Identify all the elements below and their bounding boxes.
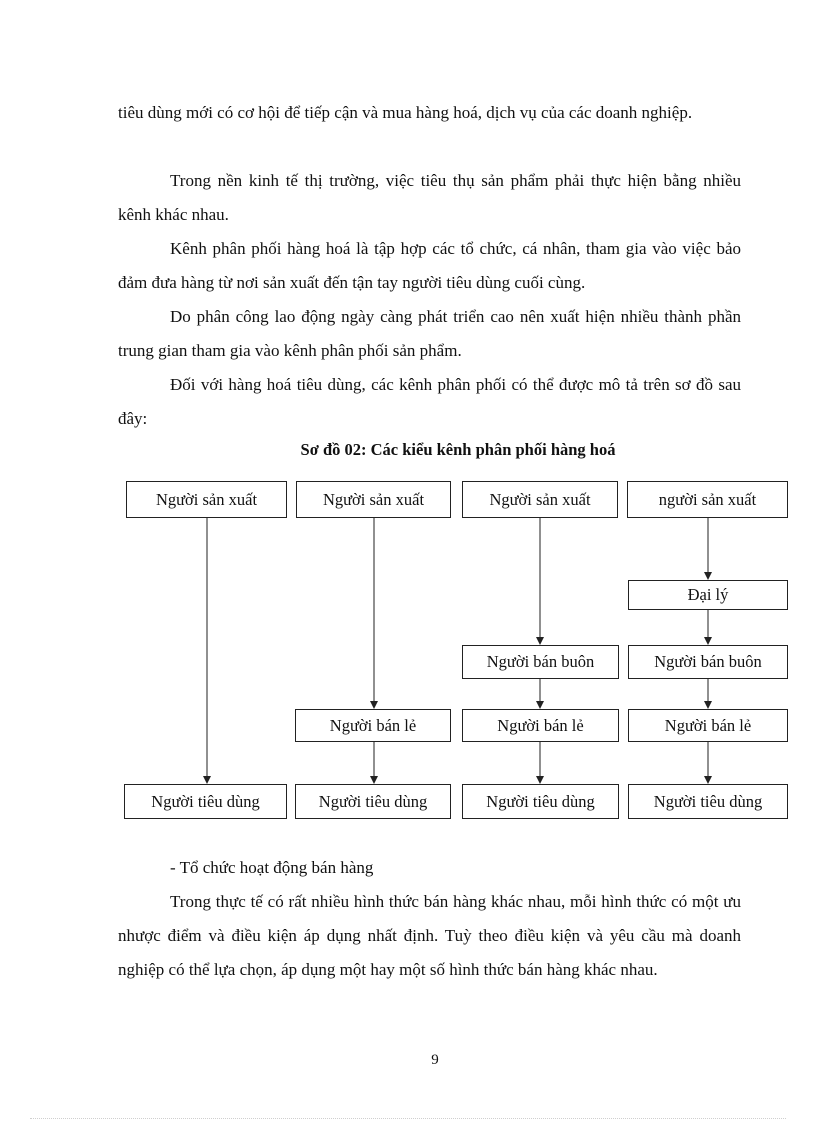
- channel-4-agent-box: Đại lý: [628, 580, 788, 610]
- page-bottom-divider: [30, 1118, 786, 1119]
- channel-2-producer-box: Người sản xuất: [296, 481, 451, 518]
- channel-2-consumer-box: Người tiêu dùng: [295, 784, 451, 819]
- channel-1-consumer-box: Người tiêu dùng: [124, 784, 287, 819]
- channel-3-retailer-box: Người bán lẻ: [462, 709, 619, 742]
- channel-3-producer-box: Người sản xuất: [462, 481, 618, 518]
- paragraph-channel-definition: Kênh phân phối hàng hoá là tập hợp các tổ chức, cá nhân, tham gia vào việc bảo đảm đưa hàng từ nơi sản xuất đến tận tay người tiêu dùng cuối cùng.: [118, 239, 741, 292]
- section-heading: - Tổ chức hoạt động bán hàng: [170, 858, 374, 877]
- channel-4-wholesaler-box: Người bán buôn: [628, 645, 788, 679]
- diagram-caption: Sơ đồ 02: Các kiểu kênh phân phối hàng hoá: [300, 440, 616, 459]
- channel-2-retailer-box: Người bán lẻ: [295, 709, 451, 742]
- channel-3-consumer-box: Người tiêu dùng: [462, 784, 619, 819]
- channel-1-producer-box: Người sản xuất: [126, 481, 287, 518]
- paragraph-market-channels: Trong nền kinh tế thị trường, việc tiêu thụ sản phẩm phải thực hiện bằng nhiều kênh khác nhau.: [118, 171, 741, 224]
- channel-4-consumer-box: Người tiêu dùng: [628, 784, 788, 819]
- paragraph-continuation: tiêu dùng mới có cơ hội để tiếp cận và mua hàng hoá, dịch vụ của các doanh nghiệp.: [118, 103, 693, 122]
- channel-3-wholesaler-box: Người bán buôn: [462, 645, 619, 679]
- channel-4-producer-box: người sản xuất: [627, 481, 788, 518]
- paragraph-sales-forms: Trong thực tế có rất nhiều hình thức bán hàng khác nhau, mỗi hình thức có một ưu nhược điểm và điều kiện áp dụng nhất định. Tuỳ theo điều kiện và yêu cầu mà doanh nghiệp có thể lựa chọn, áp dụng một hay một số hình thức bán hàng khác nhau.: [118, 892, 741, 979]
- page-number: 9: [431, 1052, 439, 1068]
- channel-4-retailer-box: Người bán lẻ: [628, 709, 788, 742]
- paragraph-diagram-intro: Đối với hàng hoá tiêu dùng, các kênh phân phối có thể được mô tả trên sơ đồ sau đây:: [118, 375, 741, 428]
- paragraph-intermediaries: Do phân công lao động ngày càng phát triển cao nên xuất hiện nhiều thành phần trung gian tham gia vào kênh phân phối sản phẩm.: [118, 307, 741, 360]
